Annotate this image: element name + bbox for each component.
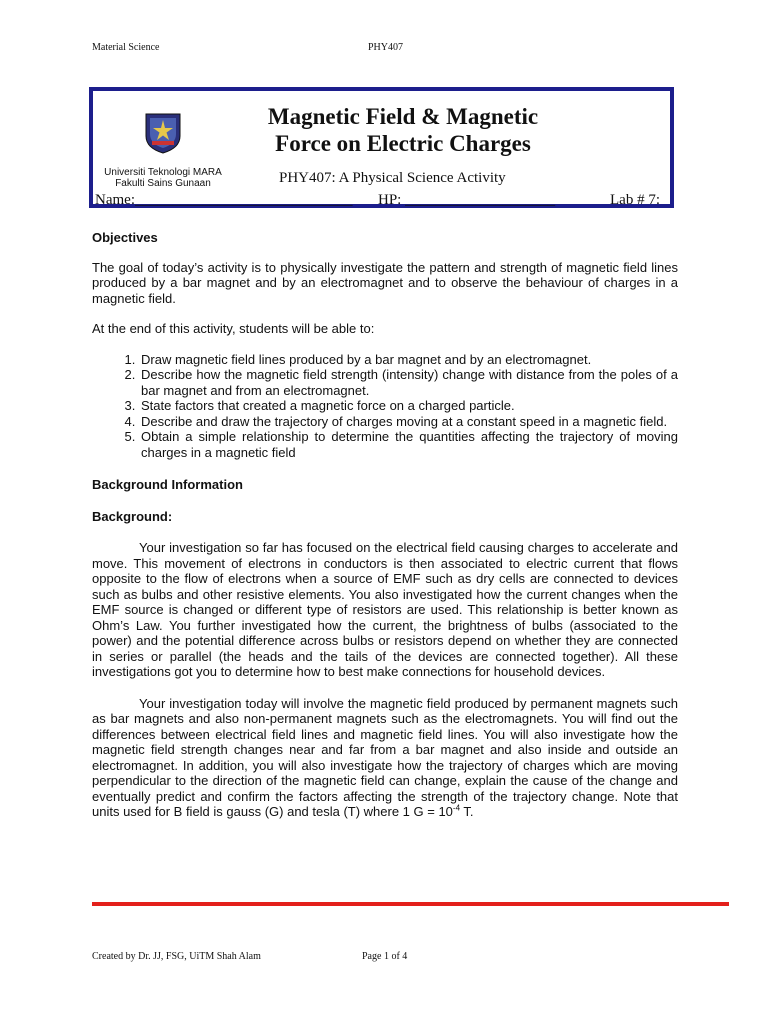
footer-page-number: Page 1 of 4 <box>362 951 408 962</box>
header-course-name: Material Science <box>92 42 160 53</box>
objective-item: 3. State factors that created a magnetic force on a charged particle. <box>139 398 678 414</box>
paragraph-2-text: Your investigation today will involve the magnetic field produced by permanent magnets such as bar magnets and also non-permanent magnets such as the electromagnets. You will find out the differences between electrical field lines and magnetic field lines. You will also investigate how the magnetic field strength changes near and far from a bar magnet and also inside and outside an electromagnet. In addition, you will also investigate how the trajectory of charges which are moving perpendicular to the direction of the magnetic field can change, explain the cause of the change and eventually predict and confirm the factors affecting the strength of the trajectory change. Note that units used for B field is gauss (G) and tesla (T) where 1 G = 10 <box>92 695 678 819</box>
objective-item: 2. Describe how the magnetic field strength (intensity) change with distance from the poles of a bar magnet and from an electromagnet. <box>139 367 678 398</box>
title-line-2: Force on Electric Charges <box>275 131 531 156</box>
header-course-code: PHY407 <box>368 42 404 53</box>
university-crest-logo <box>143 112 183 154</box>
objective-item: 4. Describe and draw the trajectory of charges moving at a constant speed in a magnetic field. <box>139 414 678 430</box>
objectives-lead-in: At the end of this activity, students will be able to: <box>92 321 375 336</box>
document-title <box>243 103 563 157</box>
objective-item: 1. Draw magnetic field lines produced by a bar magnet and by an electromagnet. <box>139 352 678 368</box>
paragraph-2-tail: T. <box>460 804 474 819</box>
university-line-1: Universiti Teknologi MARA <box>104 167 222 178</box>
background-info-heading: Background Information <box>92 477 243 492</box>
objectives-intro: The goal of today’s activity is to physically investigate the pattern and strength of magnetic field lines produced by a bar magnet and by an electromagnet and to observe the behaviour of charges in a magnetic field. <box>92 259 678 306</box>
footer-credit: Created by Dr. JJ, FSG, UiTM Shah Alam <box>92 951 261 962</box>
background-subheading: Background: <box>92 508 173 524</box>
university-name <box>103 167 223 189</box>
university-line-2: Fakulti Sains Gunaan <box>115 178 211 189</box>
lab-number-label: Lab # 7: <box>610 192 660 208</box>
title-block <box>89 87 674 208</box>
objectives-heading: Objectives <box>92 230 158 245</box>
document-subtitle: PHY407: A Physical Science Activity <box>279 170 506 186</box>
name-field-label: Name:_____________________________ <box>95 192 353 208</box>
background-paragraph-2 <box>92 696 678 820</box>
title-line-1: Magnetic Field & Magnetic <box>267 104 539 129</box>
objectives-list <box>92 352 678 461</box>
objective-item: 5. Obtain a simple relationship to determine the quantities affecting the trajectory of moving charges in a magnetic field <box>139 429 678 460</box>
footer-red-rule <box>92 902 729 906</box>
hp-field-label: HP: ____________________ <box>378 192 556 208</box>
exponent: -4 <box>452 803 461 813</box>
document-body <box>92 230 678 820</box>
background-paragraph-1: Your investigation so far has focused on the electrical field causing charges to accelerate and move. This movement of electrons in conductors is then associated to electric current that flows opposite to the flow of electrons when a source of EMF such as dry cells are connected to devices such as bulbs and other resistive elements. You also investigated how the current changes when the EMF source is changed or different type of resistors are used. This relationship is better known as Ohm’s Law. You further investigated how the current, the brightness of bulbs (associated to the power) and the potential difference across bulbs or resistors depend on whether they are connected in series or parallel (the heads and the tails of the devices are connected together). All these investigations got you to determine how to best make connections for household devices. <box>92 540 678 679</box>
